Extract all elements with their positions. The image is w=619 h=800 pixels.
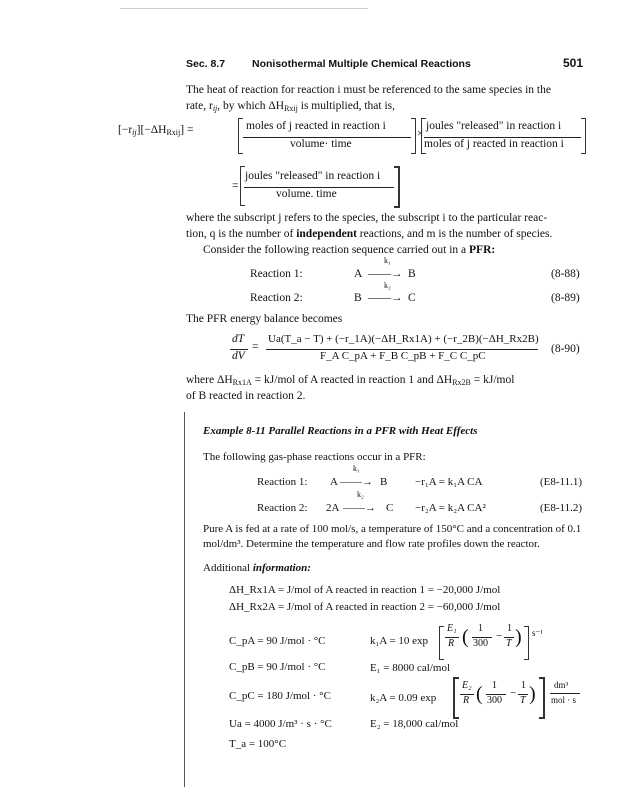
- additional-info-label: Additional information:: [203, 562, 311, 574]
- bracket-left-1: [238, 118, 243, 154]
- k2-unit-line: [550, 693, 580, 694]
- pfr-lhs-den: dV: [232, 350, 245, 362]
- explain-line-2: tion, q is the number of independent reactions, and m is the number of species.: [186, 228, 553, 240]
- ex-reaction-1-label: Reaction 1:: [257, 476, 308, 488]
- frac1-numerator: moles of j reacted in reaction i: [246, 120, 386, 132]
- k1-T: T: [506, 638, 512, 649]
- eq-main-equals-2: =: [232, 180, 239, 192]
- ex-reaction-1-k: k₁: [353, 464, 360, 473]
- param-E2: E₂ = 18,000 cal/mol: [370, 718, 459, 730]
- frac3-denominator: volume. time: [276, 188, 337, 200]
- explain-line-1: where the subscript j refers to the species, the subscript i to the particular reac-: [186, 212, 548, 224]
- pfr-rhs-den: F_A C_pA + F_B C_pB + F_C C_pC: [320, 350, 486, 362]
- param-ta: T_a = 100°C: [229, 738, 287, 750]
- where-line-2: of B reacted in reaction 2.: [186, 390, 306, 402]
- k2-one-a: 1: [492, 680, 497, 691]
- feed-line-2: mol/dm³. Determine the temperature and flow rate profiles down the reactor.: [203, 538, 540, 550]
- frac2-denominator: moles of j reacted in reaction i: [424, 138, 564, 150]
- page-title: Nonisothermal Multiple Chemical Reactions: [252, 58, 471, 70]
- reaction-1-number: (8-88): [551, 268, 580, 280]
- page-number: 501: [563, 56, 584, 70]
- k1-paren-left: (: [462, 626, 469, 648]
- k2-R: R: [463, 695, 470, 706]
- reaction-2-label: Reaction 2:: [250, 292, 303, 304]
- explain-line-3: Consider the following reaction sequence carried out in a PFR:: [203, 244, 496, 256]
- reaction-2-rhs: C: [408, 292, 416, 304]
- k1-E: E₁: [447, 623, 457, 634]
- frac1-denominator: volume· time: [290, 138, 352, 150]
- ex-reaction-1-arrow: ——→: [340, 476, 373, 488]
- pfr-intro: The PFR energy balance becomes: [186, 313, 343, 325]
- param-cpc: C_pC = 180 J/mol · °C: [229, 690, 331, 702]
- times-sign: ×: [417, 128, 424, 140]
- k2-minus: −: [510, 687, 517, 699]
- bracket-right-1: [411, 118, 416, 154]
- k1-paren-right: ): [515, 626, 522, 648]
- k1-minus: −: [496, 630, 503, 642]
- intro-line-2: rate, $r_{ij}$, by which $\Delta H_{Rxij}$ is multiplied, that is,: [186, 100, 395, 113]
- param-cpa: C_pA = 90 J/mol · °C: [229, 635, 326, 647]
- k2-bracket-left: [453, 677, 459, 719]
- intro-line-1: The heat of reaction for reaction i must be referenced to the same species in the: [186, 84, 551, 96]
- k2-paren-left: (: [476, 683, 483, 705]
- reaction-1-rhs: B: [408, 268, 416, 280]
- reaction-2-k: k₂: [384, 281, 391, 290]
- ex-reaction-2-rhs: C: [386, 502, 394, 514]
- top-rule: [120, 8, 368, 9]
- k1-one-a: 1: [478, 623, 483, 634]
- k2-E: E₂: [462, 680, 472, 691]
- ex-reaction-1-number: (E8-11.1): [540, 476, 583, 488]
- k1-bracket-right: [524, 626, 529, 660]
- reaction-1-k: k₁: [384, 256, 391, 265]
- ex-reaction-2-arrow: ——→: [343, 502, 376, 514]
- ex-reaction-1-lhs: A: [330, 476, 338, 488]
- eq-main-lhs: $[-r_{ij}][-\Delta H_{Rxij}]$ =: [118, 124, 194, 137]
- where-line-1: where $\Delta H_{Rx1A} = kJ/mol$ of A reacted in reaction 1 and $\Delta H_{Rx2B} = kJ/mol$: [186, 374, 515, 387]
- k2-T: T: [520, 695, 526, 706]
- pfr-number: (8-90): [551, 343, 580, 355]
- k2-lhs: k₂A = 0.09 exp: [370, 692, 437, 704]
- bracket-right-3: [394, 166, 400, 208]
- bracket-right-2: [581, 118, 586, 154]
- ex-reaction-2-k: k₂: [357, 490, 364, 499]
- k2-unit-num: dm³: [554, 680, 569, 690]
- example-title: Example 8-11 Parallel Reactions in a PFR with Heat Effects: [203, 425, 478, 437]
- frac3-numerator: joules "released" in reaction i: [245, 170, 381, 182]
- k2-300: 300: [487, 695, 502, 706]
- k1-unit: s⁻¹: [532, 628, 543, 638]
- example-left-rule: [184, 412, 185, 787]
- param-cpb: C_pB = 90 J/mol · °C: [229, 661, 326, 673]
- reaction-1-label: Reaction 1:: [250, 268, 303, 280]
- ex-reaction-2-label: Reaction 2:: [257, 502, 308, 514]
- ex-reaction-2-number: (E8-11.2): [540, 502, 583, 514]
- k2-unit-den: mol · s: [551, 695, 577, 705]
- k1-lhs: k₁A = 10 exp: [370, 635, 429, 647]
- reaction-1-lhs: A: [354, 268, 363, 280]
- frac2-numerator: joules "released" in reaction i: [426, 120, 562, 132]
- dh-rx1a: ΔH_Rx1A = J/mol of A reacted in reaction 1 = −20,000 J/mol: [229, 584, 501, 596]
- section-label: Sec. 8.7: [186, 58, 226, 70]
- pfr-lhs-num: dT: [232, 333, 245, 345]
- k1-bracket-left: [439, 626, 444, 660]
- reaction-2-lhs: B: [354, 292, 362, 304]
- reaction-1-arrow: ——→: [368, 268, 403, 280]
- param-ua: Ua = 4000 J/m³ · s · °C: [229, 718, 332, 730]
- k2-one-b: 1: [521, 680, 526, 691]
- example-intro: The following gas-phase reactions occur in a PFR:: [203, 451, 426, 463]
- param-E1: E₁ = 8000 cal/mol: [370, 662, 450, 674]
- k1-300: 300: [473, 638, 488, 649]
- dh-rx2a: ΔH_Rx2A = J/mol of A reacted in reaction 2 = −60,000 J/mol: [229, 601, 501, 613]
- pfr-equals: =: [252, 341, 259, 353]
- feed-line-1: Pure A is fed at a rate of 100 mol/s, a temperature of 150°C and a concentration of 0.1: [203, 523, 582, 535]
- reaction-2-arrow: ——→: [368, 292, 403, 304]
- ex-reaction-1-rhs: B: [380, 476, 388, 488]
- k2-bracket-right: [539, 677, 545, 719]
- reaction-2-number: (8-89): [551, 292, 580, 304]
- ex-reaction-1-rate: −r₁A = k₁A CA: [415, 476, 483, 488]
- pfr-rhs-num: Ua(T_a − T) + (−r_1A)(−ΔH_Rx1A) + (−r_2B)(−ΔH_Rx2B): [268, 333, 539, 345]
- k1-one-b: 1: [507, 623, 512, 634]
- ex-reaction-2-lhs: 2A: [326, 502, 340, 514]
- ex-reaction-2-rate: −r₂A = k₂A CA²: [415, 502, 486, 514]
- k1-R: R: [448, 638, 455, 649]
- k2-paren-right: ): [529, 683, 536, 705]
